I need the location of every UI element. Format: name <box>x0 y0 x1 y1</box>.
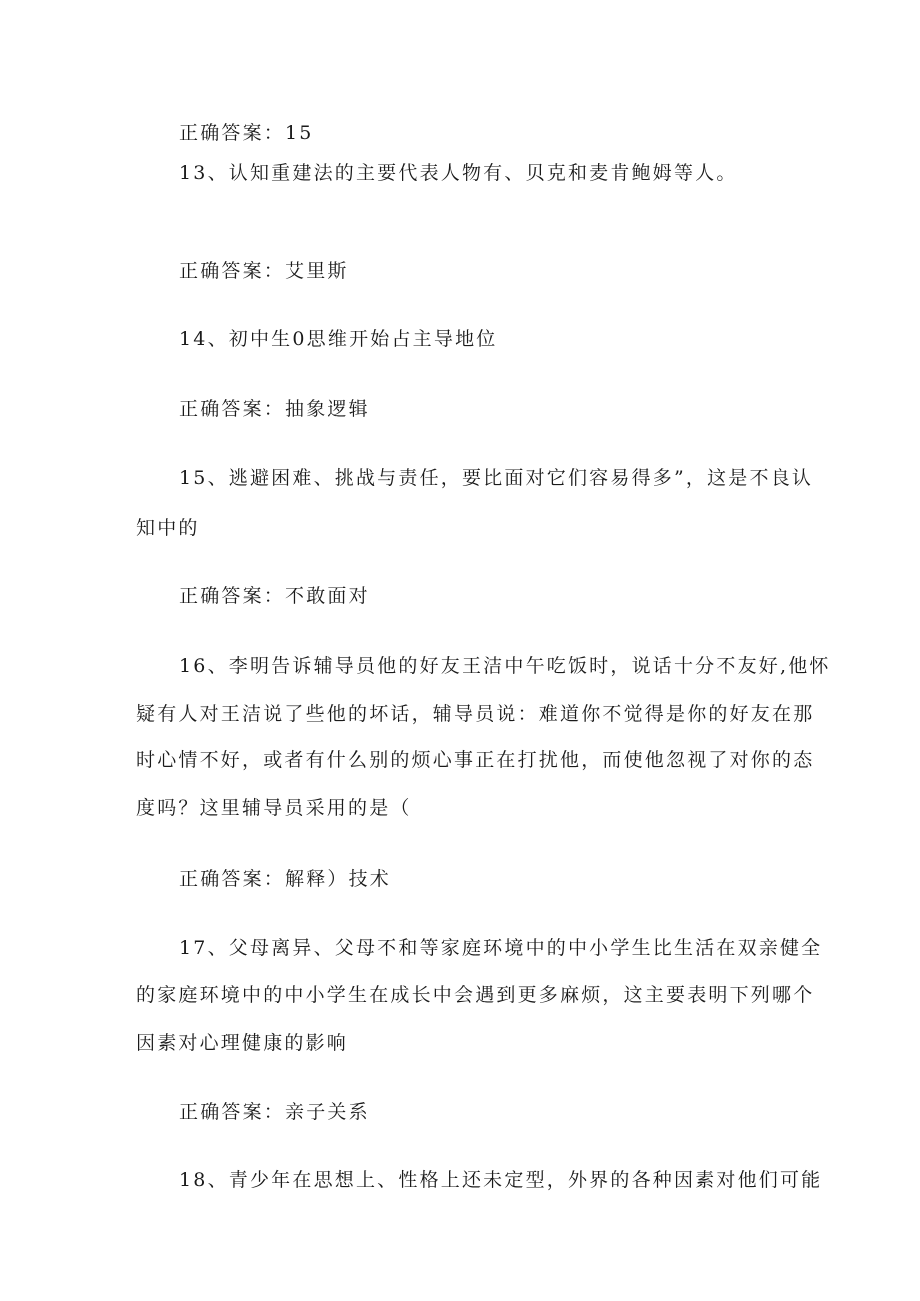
answer-13-line: 正确答案：艾里斯 <box>179 260 349 282</box>
question-17-line-1: 17、父母离异、父母不和等家庭环境中的中小学生比生活在双亲健全 <box>179 937 823 959</box>
question-15-line-1: 15、逃避困难、挑战与责任，要比面对它们容易得多”，这是不良认 <box>179 467 814 489</box>
question-16-line-3: 时心情不好，或者有什么别的烦心事正在打扰他，而使他忽视了对你的态 <box>136 749 815 771</box>
question-14-line-1: 14、初中生0思维开始占主导地位 <box>179 328 498 350</box>
question-16-line-2: 疑有人对王洁说了些他的坏话，辅导员说：难道你不觉得是你的好友在那 <box>136 703 815 725</box>
question-16-line-4: 度吗？这里辅导员采用的是（ <box>136 797 412 819</box>
question-17-line-2: 的家庭环境中的中小学生在成长中会遇到更多麻烦，这主要表明下列哪个 <box>136 984 815 1006</box>
answer-14-line: 正确答案：抽象逻辑 <box>179 398 370 420</box>
question-16-line-1: 16、李明告诉辅导员他的好友王洁中午吃饭时，说话十分不友好,他怀 <box>179 655 831 677</box>
answer-16-line: 正确答案：解释）技术 <box>179 868 392 890</box>
answer-17-line: 正确答案：亲子关系 <box>179 1101 370 1123</box>
answer-15-line: 正确答案：不敢面对 <box>179 585 370 607</box>
question-18-line-1: 18、青少年在思想上、性格上还未定型，外界的各种因素对他们可能 <box>179 1169 823 1191</box>
question-15-line-2: 知中的 <box>136 517 200 539</box>
question-17-line-3: 因素对心理健康的影响 <box>136 1032 349 1054</box>
question-13-line-1: 13、认知重建法的主要代表人物有、贝克和麦肯鲍姆等人。 <box>179 162 738 184</box>
answer-line: 正确答案：15 <box>179 122 314 144</box>
